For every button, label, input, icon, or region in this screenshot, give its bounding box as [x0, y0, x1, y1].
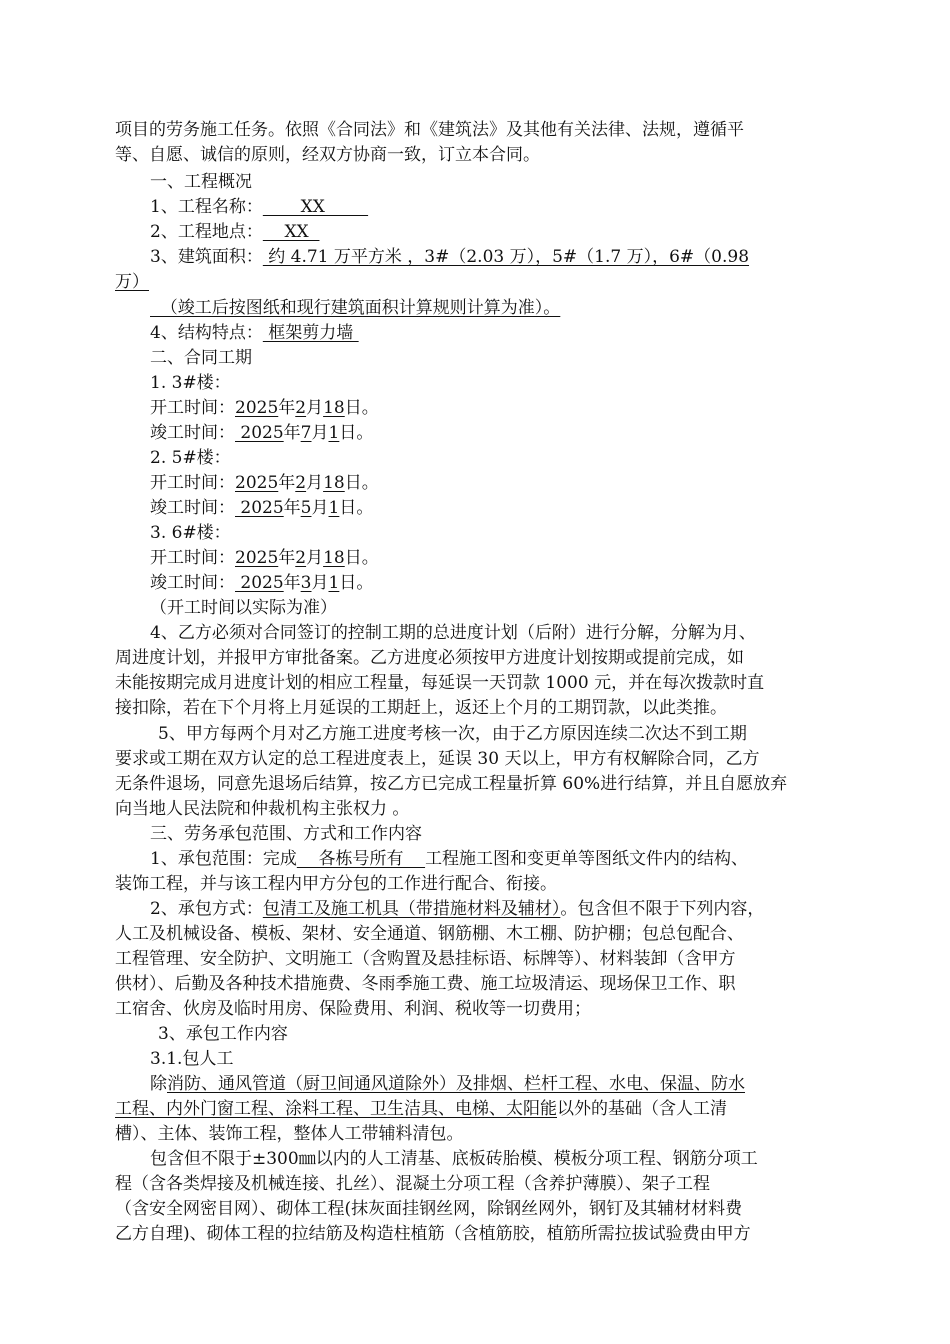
- clause-text: 5、甲方每两个月对乙方施工进度考核一次，由于乙方原因连续二次达不到工期: [158, 724, 747, 744]
- exclusion-text: 除: [150, 1074, 167, 1094]
- scope-text: 工程施工图和变更单等图纸文件内的结构、: [425, 849, 749, 869]
- field-label: 竣工时间：: [150, 498, 235, 518]
- section-heading: 二、合同工期: [150, 348, 252, 368]
- clause-4-line-3: [115, 671, 764, 695]
- building-6-label: [150, 521, 231, 545]
- subsection-heading: 3.1.包人工: [150, 1049, 234, 1069]
- scope-text: 装饰工程，并与该工程内甲方分包的工作进行配合、衔接。: [115, 874, 557, 894]
- project-location-row: [150, 220, 319, 244]
- inclusion-line-1: [150, 1147, 758, 1171]
- end-month: 3: [300, 573, 312, 593]
- year-unit: 年: [278, 473, 296, 493]
- year-unit: 年: [278, 398, 296, 418]
- field-label: 4、结构特点：: [150, 323, 263, 343]
- month-unit: 月: [311, 423, 329, 443]
- note-text: （竣工后按图纸和现行建筑面积计算规则计算为准）。: [150, 298, 561, 318]
- clause-text: 接扣除，若在下个月将上月延误的工期赶上，返还上个月的工期罚款，以此类推。: [115, 698, 727, 718]
- field-label: 1、工程名称：: [150, 197, 263, 217]
- clause-4-line-4: [115, 696, 727, 720]
- mode-text: 人工及机械设备、模板、架材、安全通道、钢筋棚、木工棚、防护棚；包总包配合、: [115, 924, 744, 944]
- building-area-value: 约 4.71 万平方米 ，3#（2.03 万），5#（1.7 万），6#（0.98: [262, 247, 750, 267]
- project-name-row: [150, 195, 368, 219]
- building-area-note: [150, 296, 560, 320]
- scope-row-cont: [115, 872, 557, 896]
- inclusion-line-3: [115, 1197, 742, 1221]
- field-label: 开工时间：: [150, 398, 235, 418]
- field-label: 3、建筑面积：: [150, 247, 263, 267]
- intro-line-2: [115, 143, 540, 167]
- start-year: 2025: [235, 548, 279, 568]
- mode-text: 工宿舍、伙房及临时用房、保险费用、利润、税收等一切费用；: [115, 999, 591, 1019]
- mode-line-3: [115, 947, 736, 971]
- section-3-title: [150, 822, 422, 846]
- start-year: 2025: [235, 473, 279, 493]
- section-1-title: [150, 170, 252, 194]
- year-unit: 年: [283, 498, 301, 518]
- end-year: 2025: [235, 423, 284, 443]
- inclusion-text: （含安全网密目网）、砌体工程(抹灰面挂钢丝网，除钢丝网外，钢钉及其辅材材料费: [115, 1199, 743, 1219]
- end-year: 2025: [235, 573, 284, 593]
- end-month: 7: [300, 423, 312, 443]
- intro-line-1: [115, 118, 744, 142]
- mode-row: [150, 897, 764, 921]
- building-6-end-row: [150, 571, 373, 595]
- exclusion-line-3: [115, 1122, 464, 1146]
- clause-5-line-1: [158, 722, 747, 746]
- month-unit: 月: [306, 473, 324, 493]
- building-5-label: [150, 446, 231, 470]
- end-day: 1: [328, 498, 340, 518]
- intro-text: 等、自愿、诚信的原则，经双方协商一致，订立本合同。: [115, 145, 540, 165]
- structure-row: [150, 321, 359, 345]
- subsection-heading: 3、承包工作内容: [158, 1024, 288, 1044]
- day-unit: 日。: [339, 423, 374, 443]
- building-5-start-row: [150, 471, 379, 495]
- building-area-row-cont: [115, 270, 149, 294]
- year-unit: 年: [283, 573, 301, 593]
- day-unit: 日。: [344, 473, 379, 493]
- inclusion-line-2: [115, 1172, 710, 1196]
- start-month: 2: [295, 473, 307, 493]
- start-day: 18: [323, 548, 345, 568]
- project-location-value: XX: [262, 222, 320, 242]
- building-5-end-row: [150, 496, 373, 520]
- mode-line-4: [115, 972, 736, 996]
- day-unit: 日。: [339, 498, 374, 518]
- end-day: 1: [328, 423, 340, 443]
- month-unit: 月: [306, 398, 324, 418]
- start-year: 2025: [235, 398, 279, 418]
- inclusion-text: 乙方自理)、砌体工程的拉结筋及构造柱植筋（含植筋胶，植筋所需拉拔试验费由甲方: [115, 1224, 751, 1244]
- end-day: 1: [328, 573, 340, 593]
- mode-text: 。包含但不限于下列内容，: [560, 899, 765, 919]
- structure-value: 框架剪力墙: [262, 323, 359, 343]
- clause-text: 未能按期完成月进度计划的相应工程量，每延误一天罚款 1000 元，并在每次拨款时直: [115, 673, 765, 693]
- start-month: 2: [295, 398, 307, 418]
- day-unit: 日。: [339, 573, 374, 593]
- clause-4-line-1: [150, 621, 756, 645]
- field-label: 2、工程地点：: [150, 222, 263, 242]
- year-unit: 年: [283, 423, 301, 443]
- exclusion-line-1: [150, 1072, 745, 1096]
- clause-5-line-4: [115, 797, 409, 821]
- field-label: 开工时间：: [150, 473, 235, 493]
- day-unit: 日。: [344, 398, 379, 418]
- scope-value: 各栋号所有: [296, 849, 426, 869]
- clause-text: 要求或工期在双方认定的总工程进度表上，延误 30 天以上，甲方有权解除合同，乙方: [115, 749, 760, 769]
- building-area-value: 万）: [115, 272, 149, 292]
- inclusion-text: 包含但不限于±300㎜以内的人工清基、底板砖胎模、模板分项工程、钢筋分项工: [150, 1149, 758, 1169]
- building-6-start-row: [150, 546, 379, 570]
- clause-5-line-3: [115, 772, 787, 796]
- start-day: 18: [323, 473, 345, 493]
- inclusion-text: 程（含各类焊接及机械连接、扎丝）、混凝土分项工程（含养护薄膜）、架子工程: [115, 1174, 710, 1194]
- end-year: 2025: [235, 498, 284, 518]
- exclusion-value: 工程、内外门窗工程、涂料工程、卫生洁具、电梯、太阳能: [115, 1099, 557, 1119]
- building-3-start-row: [150, 396, 379, 420]
- work-content-title: [158, 1022, 288, 1046]
- section-2-title: [150, 346, 252, 370]
- building-label: 1. 3#楼：: [150, 373, 231, 393]
- field-label: 竣工时间：: [150, 573, 235, 593]
- mode-text: 工程管理、安全防护、文明施工（含购置及悬挂标语、标牌等）、材料装卸（含甲方: [115, 949, 736, 969]
- end-month: 5: [300, 498, 312, 518]
- start-time-note: [150, 596, 337, 620]
- clause-text: 4、乙方必须对合同签订的控制工期的总进度计划（后附）进行分解，分解为月、: [150, 623, 756, 643]
- field-label: 2、承包方式：: [150, 899, 263, 919]
- clause-text: 无条件退场，同意先退场后结算，按乙方已完成工程量折算 60%进行结算，并且自愿放弃: [115, 774, 788, 794]
- section-heading: 三、劳务承包范围、方式和工作内容: [150, 824, 422, 844]
- mode-value: 包清工及施工机具（带措施材料及辅材）: [262, 899, 561, 919]
- mode-text: 供材）、后勤及各种技术措施费、冬雨季施工费、施工垃圾清运、现场保卫工作、职: [115, 974, 736, 994]
- inclusion-line-4: [115, 1222, 751, 1246]
- month-unit: 月: [306, 548, 324, 568]
- labor-subtitle: [150, 1047, 233, 1071]
- clause-text: 周进度计划，并报甲方审批备案。乙方进度必须按甲方进度计划按期或提前完成，如: [115, 648, 744, 668]
- project-name-value: XX: [262, 197, 369, 217]
- field-label: 竣工时间：: [150, 423, 235, 443]
- exclusion-text: 以外的基础（含人工清: [557, 1099, 727, 1119]
- section-heading: 一、工程概况: [150, 172, 252, 192]
- field-label: 开工时间：: [150, 548, 235, 568]
- building-label: 2. 5#楼：: [150, 448, 231, 468]
- exclusion-line-2: [115, 1097, 727, 1121]
- start-month: 2: [295, 548, 307, 568]
- year-unit: 年: [278, 548, 296, 568]
- field-label: 1、承包范围：完成: [150, 849, 297, 869]
- intro-text: 项目的劳务施工任务。依照《合同法》和《建筑法》及其他有关法律、法规，遵循平: [115, 120, 744, 140]
- mode-line-5: [115, 997, 591, 1021]
- start-day: 18: [323, 398, 345, 418]
- month-unit: 月: [311, 573, 329, 593]
- building-label: 3. 6#楼：: [150, 523, 231, 543]
- building-3-label: [150, 371, 231, 395]
- building-3-end-row: [150, 421, 373, 445]
- clause-4-line-2: [115, 646, 744, 670]
- month-unit: 月: [311, 498, 329, 518]
- note-text: （开工时间以实际为准）: [150, 598, 337, 618]
- building-area-row: [150, 245, 749, 269]
- scope-row: [150, 847, 748, 871]
- exclusion-value: 消防、通风管道（厨卫间通风道除外）及排烟、栏杆工程、水电、保温、防水: [167, 1074, 745, 1094]
- exclusion-text: 槽）、主体、装饰工程，整体人工带辅料清包。: [115, 1124, 464, 1144]
- mode-line-2: [115, 922, 744, 946]
- clause-text: 向当地人民法院和仲裁机构主张权力 。: [115, 799, 410, 819]
- clause-5-line-2: [115, 747, 759, 771]
- day-unit: 日。: [344, 548, 379, 568]
